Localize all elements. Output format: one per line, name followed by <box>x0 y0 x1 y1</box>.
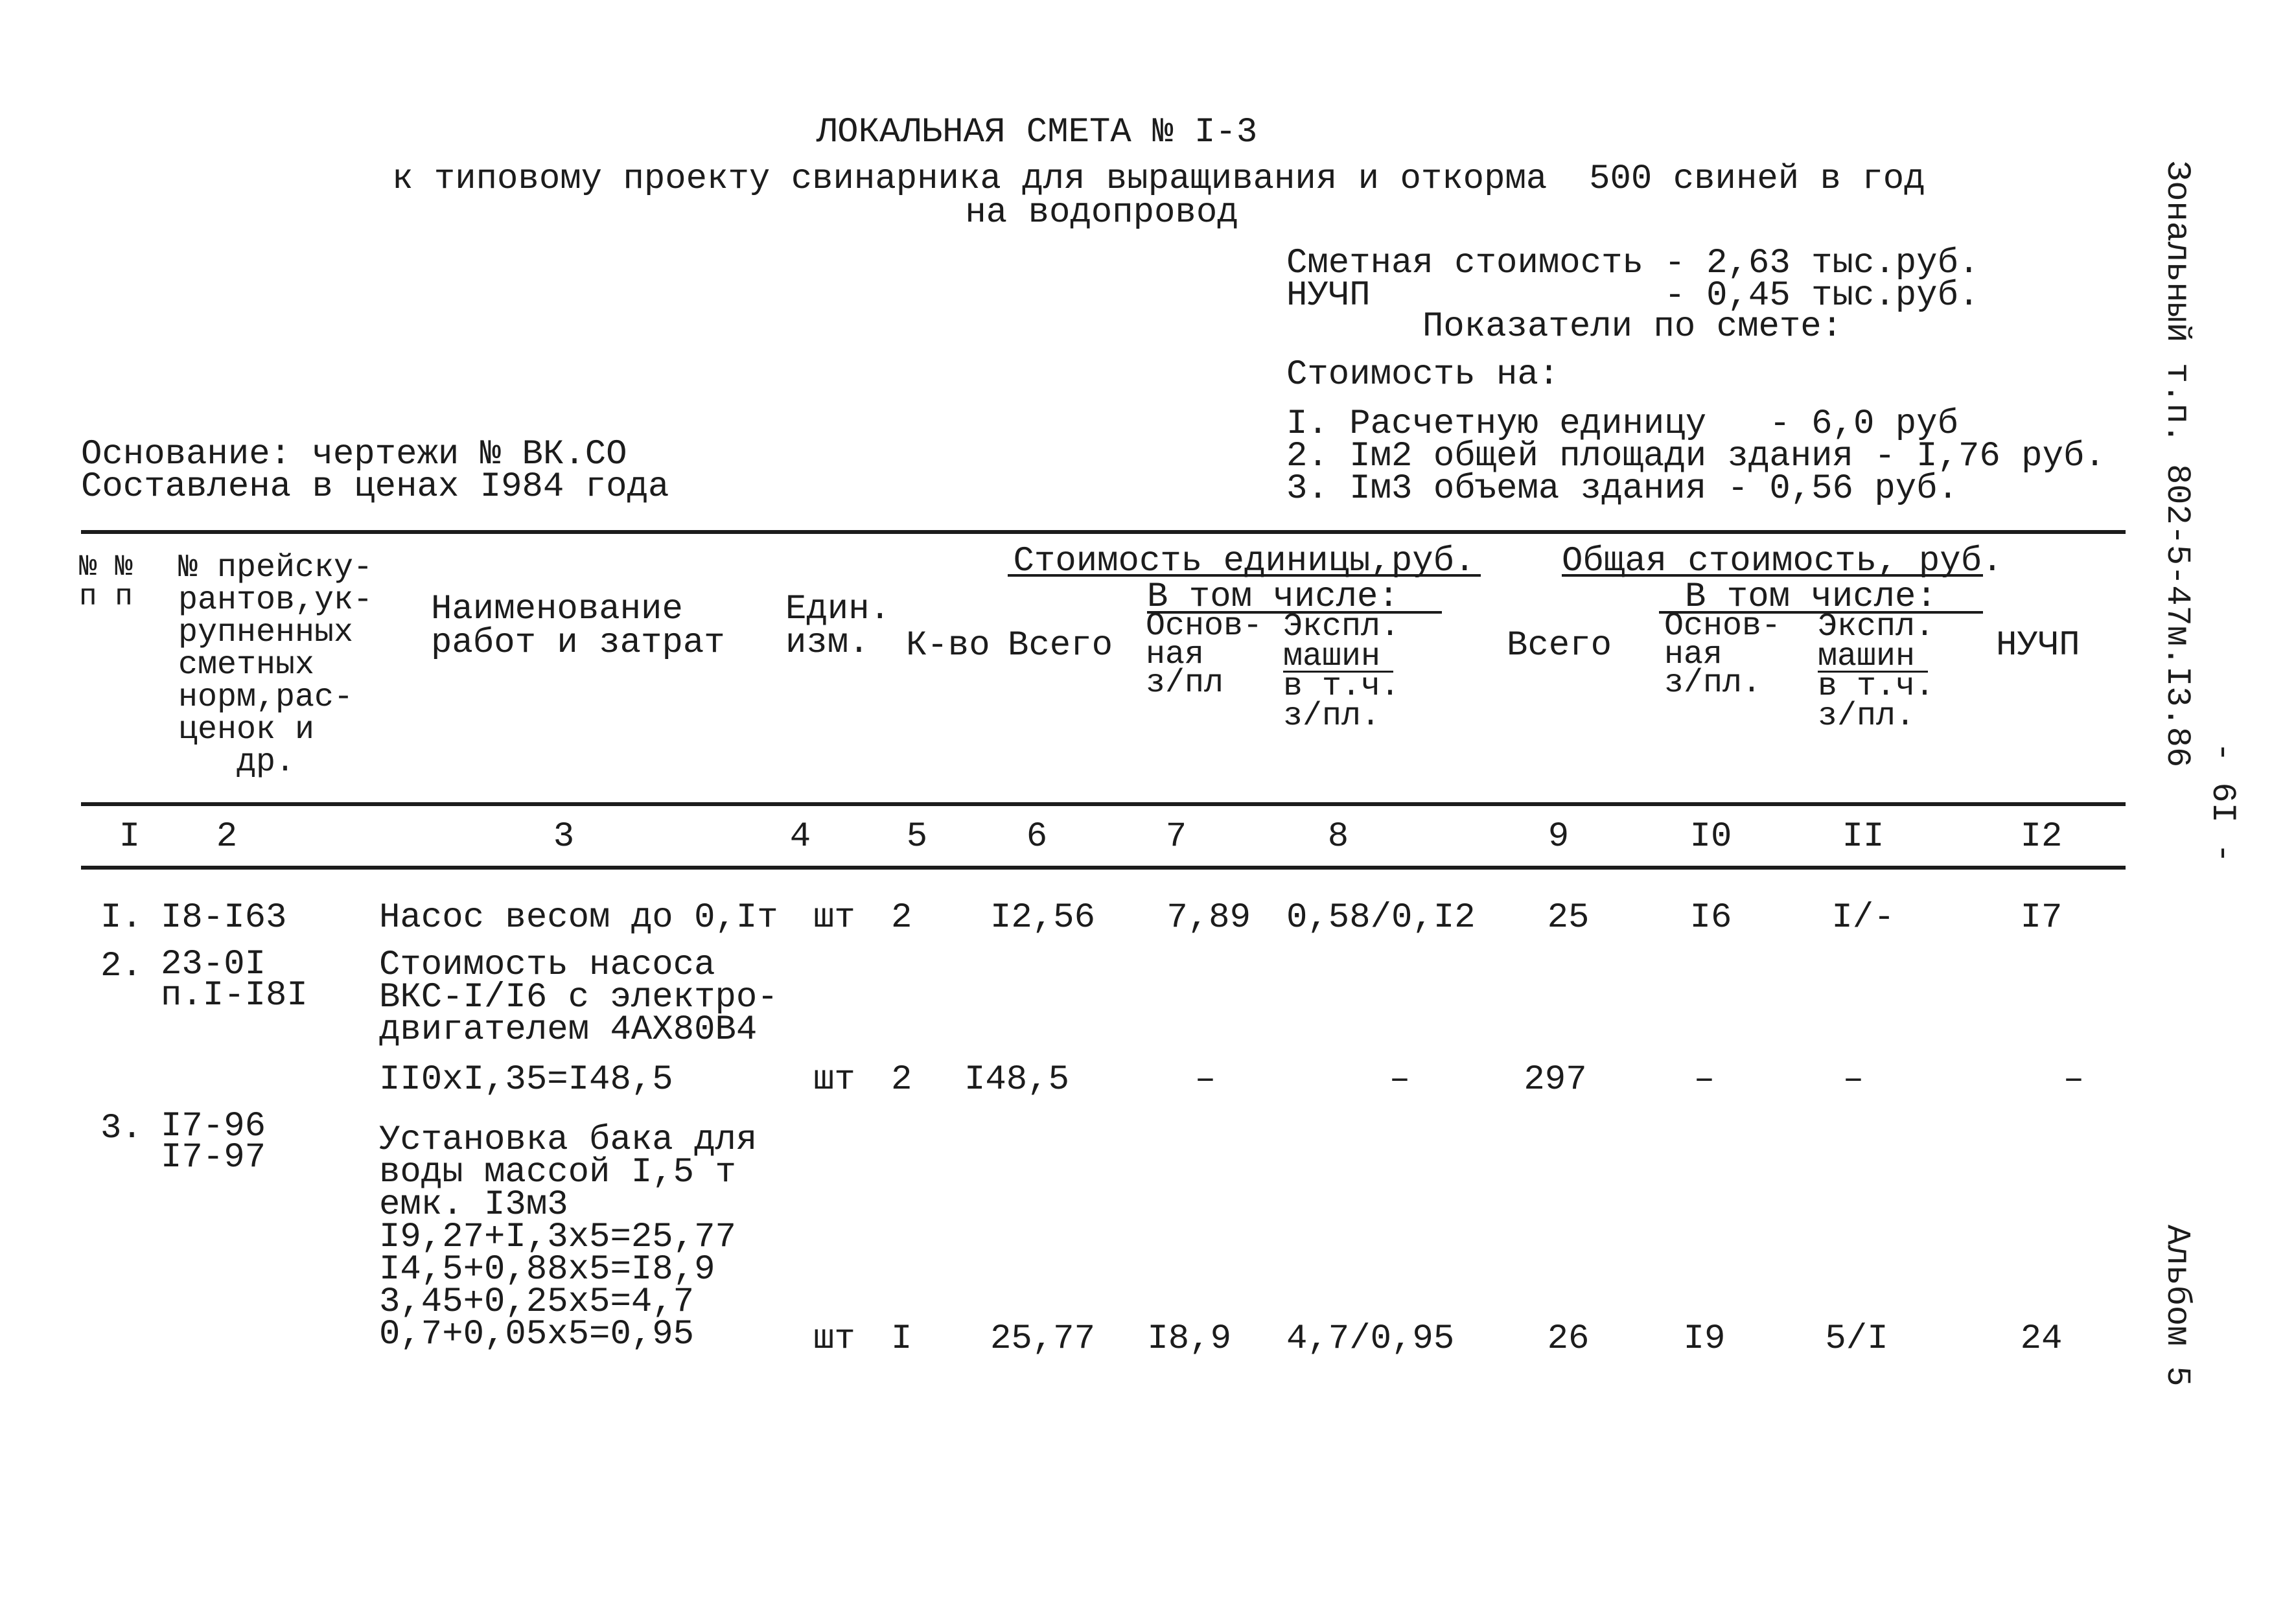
row-sum-wage: I9 <box>1683 1319 1726 1359</box>
row-unit: шт <box>813 1060 855 1100</box>
row-number: 2. <box>100 947 143 986</box>
basis-drawings: Основание: чертежи № ВК.СО <box>81 435 627 474</box>
row-quantity: 2 <box>891 898 912 938</box>
header-total-included: В том числе: <box>1685 577 1937 617</box>
row-nuchp: – <box>2063 1060 2085 1100</box>
header-unit-machines: Экспл. машин в т.ч. з/пл. <box>1283 608 1400 735</box>
estimated-cost: Сметная стоимость - 2,63 тыс.руб. <box>1286 244 1980 283</box>
side-page-number: - 6I - <box>2203 742 2242 864</box>
header-nuchp: НУЧП <box>1996 626 2080 665</box>
column-number: 7 <box>1165 817 1187 857</box>
row-quantity: 2 <box>891 1060 912 1100</box>
header-price-code: № прейску- рантов,ук- рупненных сметных норм,рас- ценок и др. <box>178 549 373 781</box>
row-unit-machines: 0,58/0,I2 <box>1286 898 1476 938</box>
table-header-rule <box>81 802 2126 806</box>
column-number: 2 <box>216 817 238 857</box>
row-unit-wage: – <box>1194 1060 1216 1100</box>
table-colnum-rule <box>81 866 2126 870</box>
side-series-label: Зональный т.п. 802-5-47м.I3.86 <box>2158 161 2196 768</box>
row-unit: шт <box>813 898 855 938</box>
column-number: I0 <box>1689 817 1732 857</box>
row-sum-machines: – <box>1842 1060 1864 1100</box>
row-unit-total: I48,5 <box>964 1060 1069 1100</box>
row-calculation: II0хI,35=I48,5 <box>379 1060 673 1100</box>
row-nuchp: I7 <box>2020 898 2063 938</box>
indicator-item: I. Расчетную единицу - 6,0 руб <box>1286 404 1958 444</box>
column-number: 4 <box>789 817 811 857</box>
cost-for-label: Стоимость на: <box>1286 355 1560 395</box>
header-sum-wage: Основ- ная з/пл. <box>1664 608 1781 702</box>
row-work-name: Установка бака для воды массой I,5 т емк. I3м3 I9,27+I,3х5=25,77 I4,5+0,88х5=I8,9 3,45+0,25х5=4,7 0,7+0,05х5=0,95 <box>379 1120 758 1354</box>
column-number: 5 <box>906 817 928 857</box>
column-number: 9 <box>1548 817 1570 857</box>
header-total-cost-group: Общая стоимость, руб. <box>1562 542 2003 581</box>
header-unit-included: В том числе: <box>1147 577 1399 617</box>
nuchp-cost: НУЧП - 0,45 тыс.руб. <box>1286 276 1980 316</box>
row-unit-wage: 7,89 <box>1166 898 1251 938</box>
row-unit-wage: I8,9 <box>1147 1319 1231 1359</box>
header-unit: Един. изм. <box>785 590 891 663</box>
row-unit: шт <box>813 1319 855 1359</box>
row-work-name: Стоимость насоса ВКС-I/I6 с электро- двигателем 4АХ80В4 <box>379 945 778 1050</box>
document-title: ЛОКАЛЬНАЯ СМЕТА № I-3 <box>816 113 1258 152</box>
row-quantity: I <box>891 1319 912 1359</box>
column-number: I2 <box>2020 817 2063 857</box>
column-number: 3 <box>553 817 575 857</box>
row-number: I. <box>100 898 143 938</box>
indicator-item: 2. Iм2 общей площади здания - I,76 руб. <box>1286 437 2105 476</box>
header-sum-total: Всего <box>1507 626 1612 665</box>
column-number: 8 <box>1327 817 1349 857</box>
indicator-item: 3. Iм3 объема здания - 0,56 руб. <box>1286 469 1958 509</box>
side-album-label: Альбом 5 <box>2158 1225 2196 1387</box>
row-sum-machines: 5/I <box>1825 1319 1888 1359</box>
table-top-rule <box>81 530 2126 534</box>
column-number: II <box>1842 817 1884 857</box>
row-number: 3. <box>100 1109 143 1148</box>
header-unit-cost-group: Стоимость единицы,руб. <box>1013 542 1476 581</box>
header-sum-machines: Экспл. машин в т.ч. з/пл. <box>1818 608 1935 735</box>
basis-prices: Составлена в ценах I984 года <box>81 467 669 507</box>
header-quantity: К-во <box>906 626 990 665</box>
row-sum-machines: I/- <box>1831 898 1895 938</box>
row-unit-machines: – <box>1389 1060 1411 1100</box>
row-unit-total: 25,77 <box>990 1319 1095 1359</box>
document-subtitle: к типовому проекту свинарника для выращивания и откорма 500 свиней в год <box>392 159 1925 199</box>
header-unit-total: Всего <box>1008 626 1113 665</box>
column-number: 6 <box>1026 817 1048 857</box>
row-price-code: 23-0I п.I-I8I <box>161 945 308 1015</box>
header-row-number: № № п п <box>79 550 133 614</box>
row-sum-total: 25 <box>1547 898 1590 938</box>
row-price-code: I7-96 I7-97 <box>161 1107 266 1177</box>
row-sum-total: 297 <box>1524 1060 1587 1100</box>
indicators-title: Показатели по смете: <box>1422 307 1843 347</box>
row-work-name: Насос весом до 0,Iт <box>379 898 778 938</box>
row-unit-machines: 4,7/0,95 <box>1286 1319 1455 1359</box>
document-subject: на водопровод <box>965 193 1238 233</box>
row-unit-total: I2,56 <box>990 898 1095 938</box>
header-work-name: Наименование работ и затрат <box>431 590 725 663</box>
column-number: I <box>119 817 141 857</box>
row-sum-wage: I6 <box>1689 898 1732 938</box>
row-sum-total: 26 <box>1547 1319 1590 1359</box>
header-unit-wage: Основ- ная з/пл <box>1146 608 1263 702</box>
row-price-code: I8-I63 <box>161 898 287 938</box>
row-sum-wage: – <box>1693 1060 1715 1100</box>
row-nuchp: 24 <box>2020 1319 2063 1359</box>
